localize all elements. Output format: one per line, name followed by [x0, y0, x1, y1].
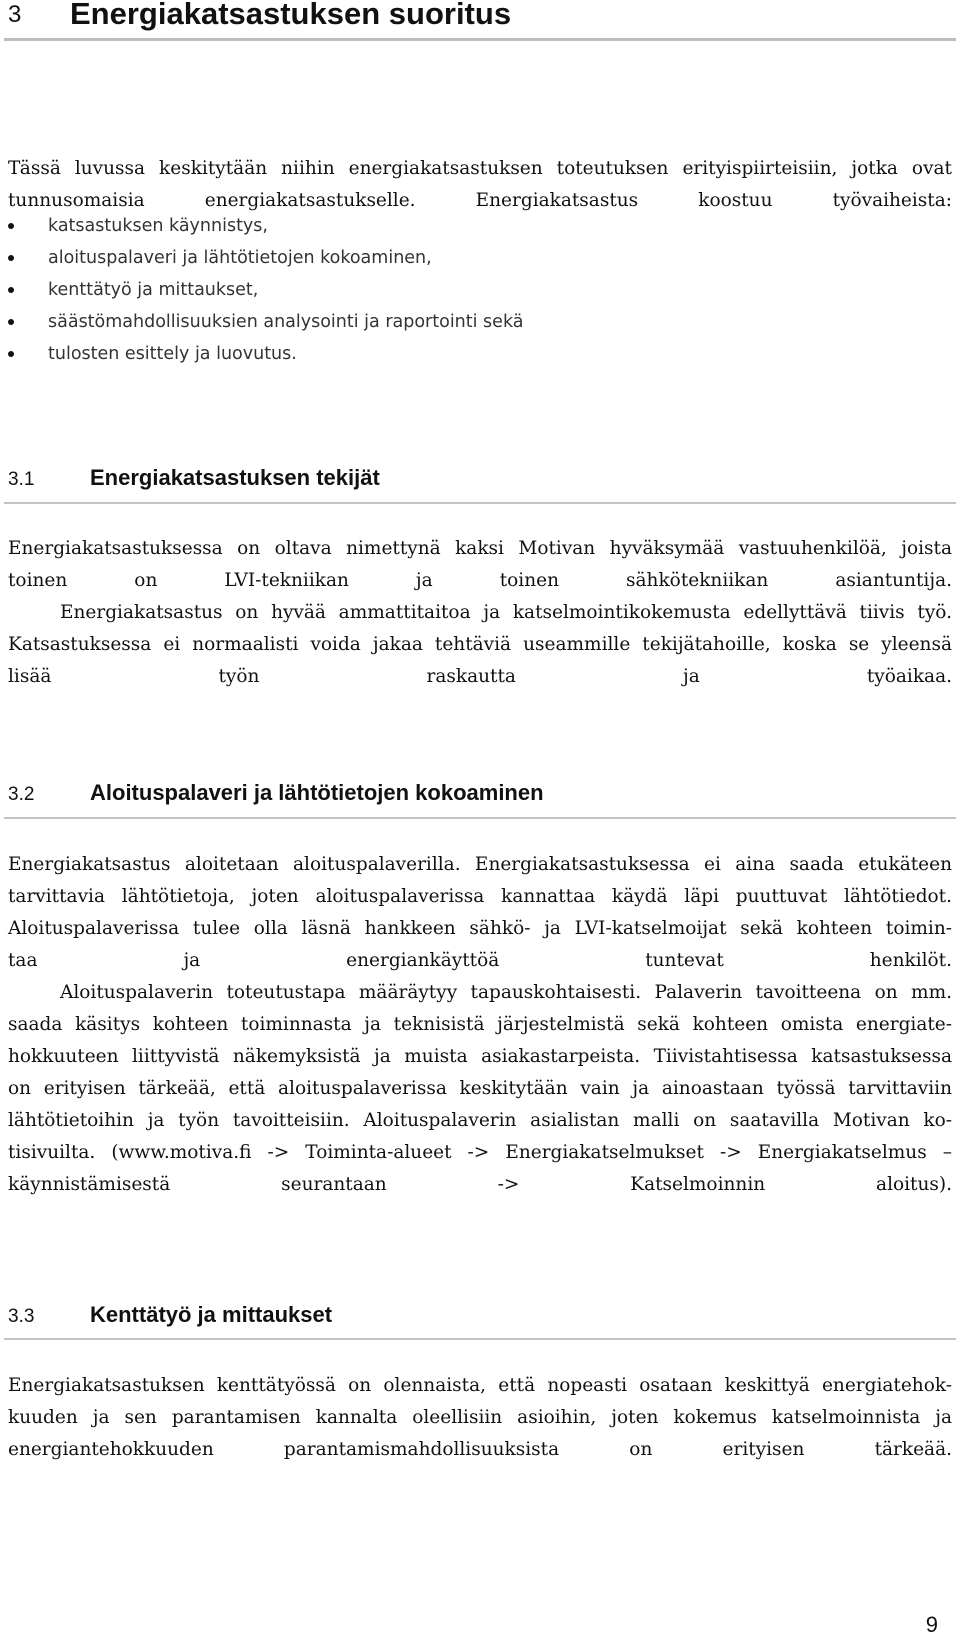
bullet-icon: [8, 255, 14, 261]
paragraph-line: Energiakatsastuksen kenttätyössä on olennaista, että nopeasti osataan keskittyä energiatehok-: [8, 1375, 952, 1396]
list-item: kenttätyö ja mittaukset,: [8, 274, 524, 306]
list-item: aloituspalaveri ja lähtötietojen kokoaminen,: [8, 242, 524, 274]
section-title: Kenttätyö ja mittaukset: [90, 1302, 333, 1327]
paragraph-line: taa ja energiankäyttöä tuntevat henkilöt.: [8, 950, 952, 971]
intro-paragraph: [8, 153, 952, 217]
work-phase-list: [8, 210, 524, 370]
chapter-rule: [4, 38, 956, 41]
paragraph-line: Energiakatsastuksessa on oltava nimettynä kaksi Motivan hyväksymää vastuuhenkilöä, joista: [8, 538, 952, 559]
section-number: 3.3: [8, 1306, 35, 1327]
section-title: Aloituspalaveri ja lähtötietojen kokoaminen: [90, 780, 544, 805]
section-3-3-body: [8, 1370, 952, 1466]
section-rule: [4, 817, 956, 819]
section-rule: [4, 1338, 956, 1340]
section-3-2-body: [8, 849, 952, 1201]
paragraph-line: toinen on LVI-tekniikan ja toinen sähkötekniikan asiantuntija.: [8, 570, 952, 591]
section-number: 3.2: [8, 784, 35, 805]
paragraph-line: Katsastuksessa ei normaalisti voida jakaa tehtäviä useammille tekijätahoille, koska se yleensä: [8, 634, 952, 655]
paragraph-line: lähtötietoihin ja työn tavoitteisiin. Aloituspalaverin asialistan malli on saatavilla Motivan ko-: [8, 1110, 952, 1131]
paragraph-line: tisivuilta. (www.motiva.fi -> Toiminta-alueet -> Energiakatselmukset -> Energiakatselmus –: [8, 1142, 952, 1163]
paragraph-line: Energiakatsastus on hyvää ammattitaitoa ja katselmointikokemusta edellyttävä tiivis työ.: [60, 602, 952, 623]
list-item: säästömahdollisuuksien analysointi ja raportointi sekä: [8, 306, 524, 338]
section-number: 3.1: [8, 469, 35, 490]
paragraph-line: Aloituspalaverin toteutustapa määräytyy tapauskohtaisesti. Palaverin tavoitteena on mm.: [60, 982, 952, 1003]
bullet-icon: [8, 287, 14, 293]
paragraph-line: lisää työn raskautta ja työaikaa.: [8, 666, 952, 687]
page-number: 9: [925, 1612, 938, 1637]
list-item: tulosten esittely ja luovutus.: [8, 338, 524, 370]
paragraph-line: Aloituspalaverissa tulee olla läsnä hankkeen sähkö- ja LVI-katselmoijat sekä kohteen toimin-: [8, 918, 952, 939]
paragraph-line: on erityisen tärkeää, että aloituspalaverissa keskitytään vain ja ainoastaan työssä tarvittaviin: [8, 1078, 952, 1099]
bullet-icon: [8, 223, 14, 229]
intro-line: tunnusomaisia energiakatsastukselle. Energiakatsastus koostuu työvaiheista:: [8, 190, 952, 211]
bullet-icon: [8, 319, 14, 325]
paragraph-line: energiantehokkuuden parantamismahdollisuuksista on erityisen tärkeää.: [8, 1439, 952, 1460]
list-item: katsastuksen käynnistys,: [8, 210, 524, 242]
paragraph-line: saada käsitys kohteen toiminnasta ja teknisistä järjestelmistä sekä kohteen omista energiate-: [8, 1014, 952, 1035]
paragraph-line: käynnistämisestä seurantaan -> Katselmoinnin aloitus).: [8, 1174, 952, 1195]
intro-line: Tässä luvussa keskitytään niihin energiakatsastuksen toteutuksen erityispiirteisiin, jotka ovat: [8, 158, 952, 179]
paragraph-line: Energiakatsastus aloitetaan aloituspalaverilla. Energiakatsastuksessa ei aina saada etukäteen: [8, 854, 952, 875]
paragraph-line: hokkuuteen liittyvistä näkemyksistä ja muista asiakastarpeista. Tiivistahtisessa katsastuksessa: [8, 1046, 952, 1067]
section-3-1-body: [8, 533, 952, 693]
chapter-title: Energiakatsastuksen suoritus: [70, 0, 512, 31]
section-rule: [4, 502, 956, 504]
paragraph-line: tarvittavia lähtötietoja, joten aloituspalaverissa kannattaa käydä läpi puuttuvat lähtötiedot.: [8, 886, 952, 907]
section-title: Energiakatsastuksen tekijät: [90, 465, 380, 490]
chapter-number: 3: [8, 1, 22, 28]
bullet-icon: [8, 351, 14, 357]
paragraph-line: kuuden ja sen parantamisen kannalta oleellisiin asioihin, joten kokemus katselmoinnista ja: [8, 1407, 952, 1428]
